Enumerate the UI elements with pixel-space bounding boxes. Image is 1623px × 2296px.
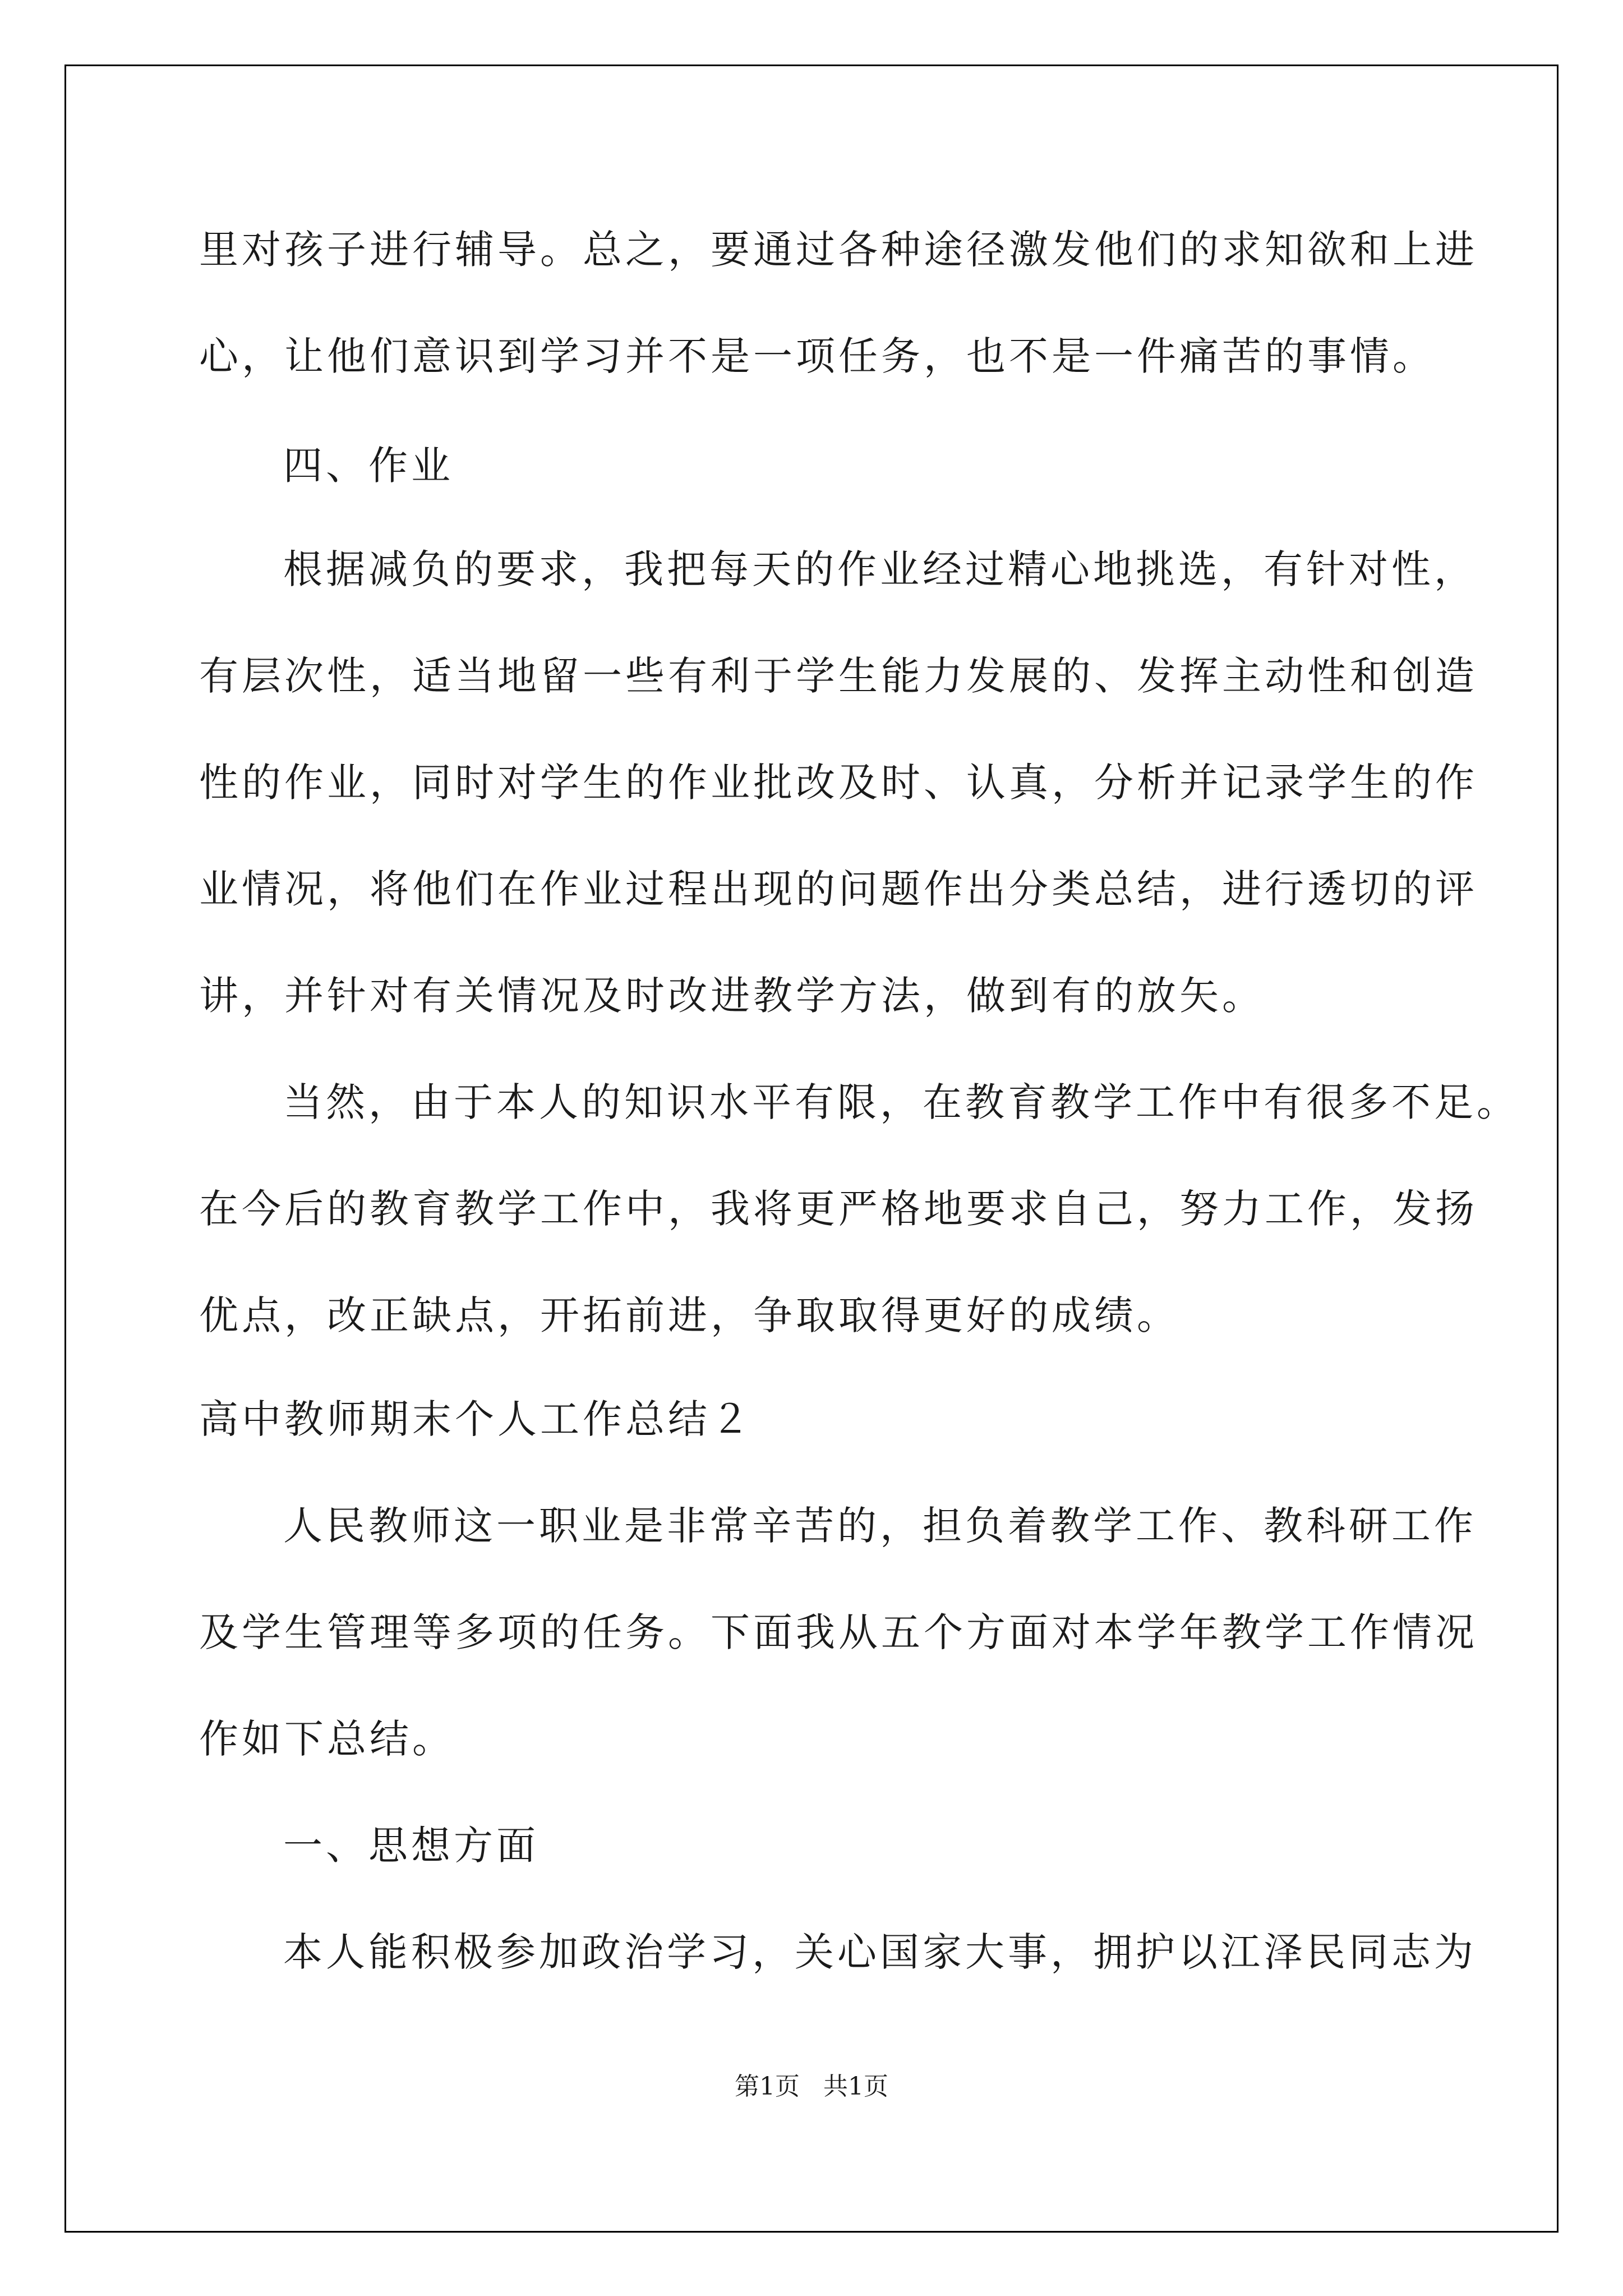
paragraph-line: 性的作业，同时对学生的作业批改及时、认真，分析并记录学生的作 <box>199 760 1478 806</box>
section-heading: 一、思想方面 <box>283 1823 539 1869</box>
paragraph-line: 本人能积极参加政治学习，关心国家大事，拥护以江泽民同志为 <box>283 1929 1477 1975</box>
page-border <box>64 65 1559 2233</box>
paragraph-line: 根据减负的要求，我把每天的作业经过精心地挑选，有针对性， <box>283 546 1477 592</box>
paragraph-line: 当然，由于本人的知识水平有限，在教育教学工作中有很多不足。 <box>283 1079 1519 1125</box>
paragraph-line: 讲，并针对有关情况及时改进教学方法，做到有的放矢。 <box>199 973 1265 1019</box>
paragraph-line: 优点，改正缺点，开拓前进，争取取得更好的成绩。 <box>199 1292 1179 1338</box>
paragraph-line: 及学生管理等多项的任务。下面我从五个方面对本学年教学工作情况 <box>199 1609 1478 1655</box>
section-heading: 四、作业 <box>283 443 454 489</box>
paragraph-line: 里对孩子进行辅导。总之，要通过各种途径激发他们的求知欲和上进 <box>199 227 1478 273</box>
paragraph-line: 业情况，将他们在作业过程出现的问题作出分类总结，进行透切的评 <box>199 866 1478 912</box>
paragraph-line: 作如下总结。 <box>199 1716 455 1762</box>
page-footer: 第1页 共1页 <box>735 2072 888 2101</box>
paragraph-line: 在今后的教育教学工作中，我将更严格地要求自己，努力工作，发扬 <box>199 1186 1478 1232</box>
paragraph-line: 有层次性，适当地留一些有利于学生能力发展的、发挥主动性和创造 <box>199 653 1478 699</box>
paragraph-line: 心，让他们意识到学习并不是一项任务，也不是一件痛苦的事情。 <box>199 333 1435 379</box>
paragraph-line: 人民教师这一职业是非常辛苦的，担负着教学工作、教科研工作 <box>283 1503 1477 1549</box>
document-title: 高中教师期末个人工作总结２ <box>199 1396 753 1442</box>
